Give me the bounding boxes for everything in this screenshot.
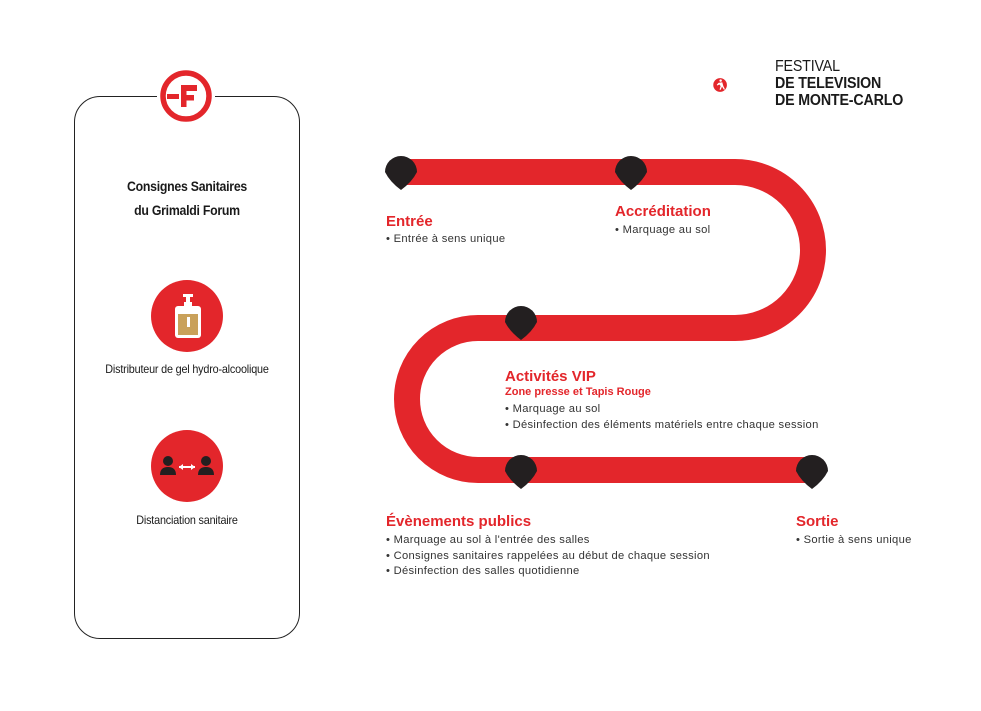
list-item: • Entrée à sens unique xyxy=(386,232,505,248)
step-evenements-title: Évènements publics xyxy=(386,513,532,530)
step-vip-list xyxy=(505,402,819,433)
panel-title-line1: Consignes Sanitaires xyxy=(126,178,248,194)
list-item: • Consignes sanitaires rappelées au début de chaque session xyxy=(386,549,710,565)
step-entree-list xyxy=(386,232,505,248)
list-item: • Sortie à sens unique xyxy=(796,533,912,549)
festival-line1: FESTIVAL xyxy=(775,58,840,75)
step-sortie-title: Sortie xyxy=(796,513,839,530)
distancing-label: Distanciation sanitaire xyxy=(136,513,238,527)
step-accreditation-title: Accréditation xyxy=(615,203,711,220)
step-accreditation-list xyxy=(615,223,710,239)
list-item: • Désinfection des éléments matériels entre chaque session xyxy=(505,418,819,434)
marker-sortie xyxy=(796,455,828,489)
list-item: • Désinfection des salles quotidienne xyxy=(386,564,710,580)
marker-evenements xyxy=(505,455,537,489)
step-entree-title: Entrée xyxy=(386,213,433,230)
sanitizer-label: Distributeur de gel hydro-alcoolique xyxy=(105,362,269,376)
step-evenements-list xyxy=(386,533,710,580)
step-sortie-list xyxy=(796,533,912,549)
festival-line2: DE TELEVISION xyxy=(775,75,882,92)
list-item: • Marquage au sol à l'entrée des salles xyxy=(386,533,710,549)
festival-line3: DE MONTE-CARLO xyxy=(775,92,904,109)
list-item: • Marquage au sol xyxy=(505,402,819,418)
list-item: • Marquage au sol xyxy=(615,223,710,239)
step-vip-subtitle: Zone presse et Tapis Rouge xyxy=(505,386,651,398)
step-vip-title: Activités VIP xyxy=(505,368,596,385)
panel-title-line2: du Grimaldi Forum xyxy=(134,202,240,218)
